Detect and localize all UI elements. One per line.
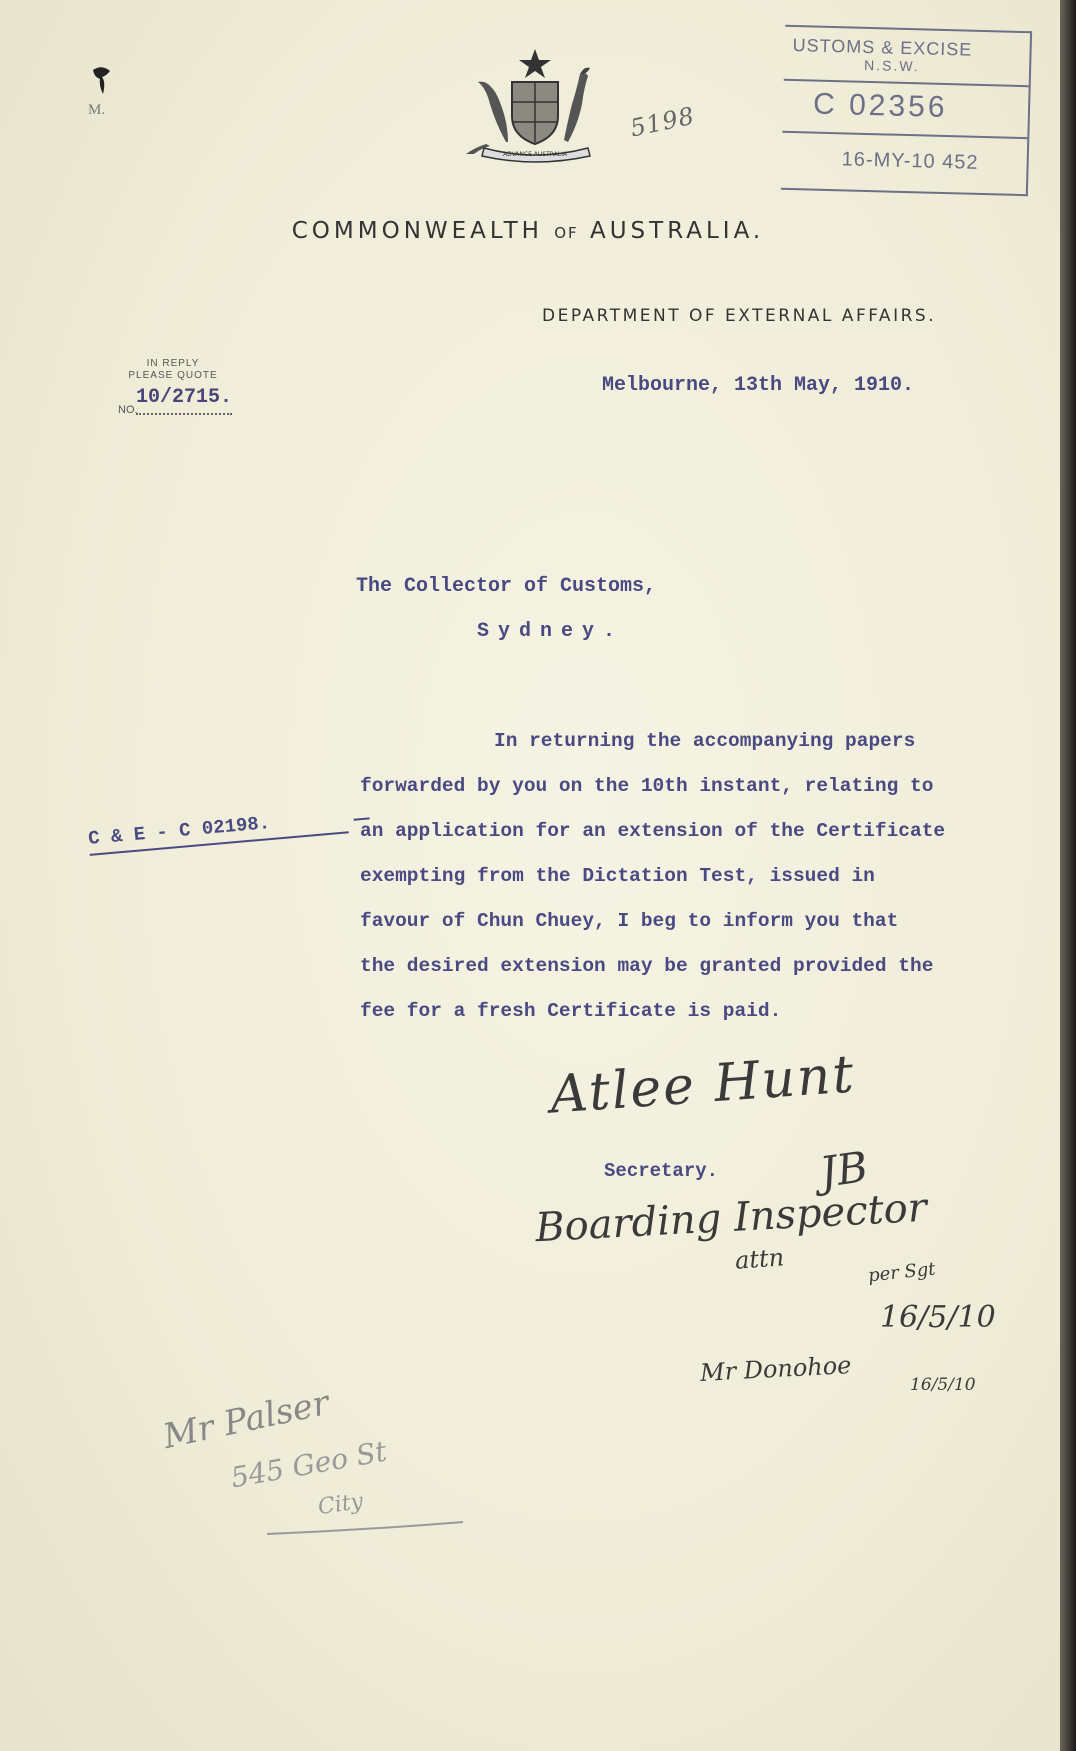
annotation-date-2: 16/5/10 [910,1375,976,1395]
signatory-title: Secretary. [604,1160,719,1182]
body-line: the desired extension may be granted provided the [360,955,934,977]
no-label: NO. [118,404,138,416]
crest-motto: ADVANCE AUSTRALIA [502,151,568,158]
pencil-note-street: 545 Geo St [228,1434,390,1495]
margin-reference-text: C & E - C 02198. [87,812,272,850]
stamp-divider [782,131,1027,139]
quote-label: PLEASE QUOTE [128,370,218,381]
stamp-date: 16-MY-10 452 [841,148,979,174]
body-line: In returning the accompanying papers [494,730,916,752]
handwritten-reference: 5198 [627,101,698,143]
pencil-underline [265,1520,465,1540]
department-name: DEPARTMENT OF EXTERNAL AFFAIRS. [542,306,937,326]
reply-reference-block [118,358,248,416]
annotation-per: per Sgt [867,1258,937,1287]
stamp-divider [784,79,1029,87]
addressee-line2: Sydney. [477,620,625,643]
annotation-boarding: Boarding Inspector [534,1184,928,1252]
initials-mark: JB [816,1141,871,1198]
date-line: Melbourne, 13th May, 1910. [602,374,915,397]
signature: Atlee Hunt [548,1044,858,1126]
annotation-date: 16/5/10 [880,1300,996,1335]
reply-number: 10/2715. [136,386,233,409]
page-edge [1060,0,1076,1751]
letterhead-country: COMMONWEALTH [291,218,543,244]
customs-stamp [781,25,1032,196]
annotation-action: attn [734,1243,785,1275]
stamp-number: C 02356 [812,87,948,125]
addressee-line1: The Collector of Customs, [356,575,657,598]
stamp-office: USTOMS & EXCISE [792,35,973,60]
body-line: an application for an extension of the Certificate [360,820,946,842]
body-line: exempting from the Dictation Test, issued in [360,865,875,887]
body-line: favour of Chun Chuey, I beg to inform you that [360,910,899,932]
margin-mark [88,66,118,126]
pencil-note-name: Mr Palser [159,1382,333,1458]
pencil-note-city: City [316,1488,365,1521]
annotation-recipient: Mr Donohoe [699,1351,853,1387]
margin-letter: M. [88,102,106,118]
body-line: fee for a fresh Certificate is paid. [360,1000,782,1022]
ink-blot-icon [90,66,114,96]
coat-of-arms-icon [460,44,610,164]
letterhead-title [0,218,1076,244]
letterhead-country-name: AUSTRALIA. [589,218,765,244]
stamp-state: N.S.W. [863,56,920,75]
letterhead-of: OF [554,224,579,242]
body-line: forwarded by you on the 10th instant, relating to [360,775,934,797]
dotted-line [136,413,232,415]
reply-label: IN REPLY [146,358,200,369]
